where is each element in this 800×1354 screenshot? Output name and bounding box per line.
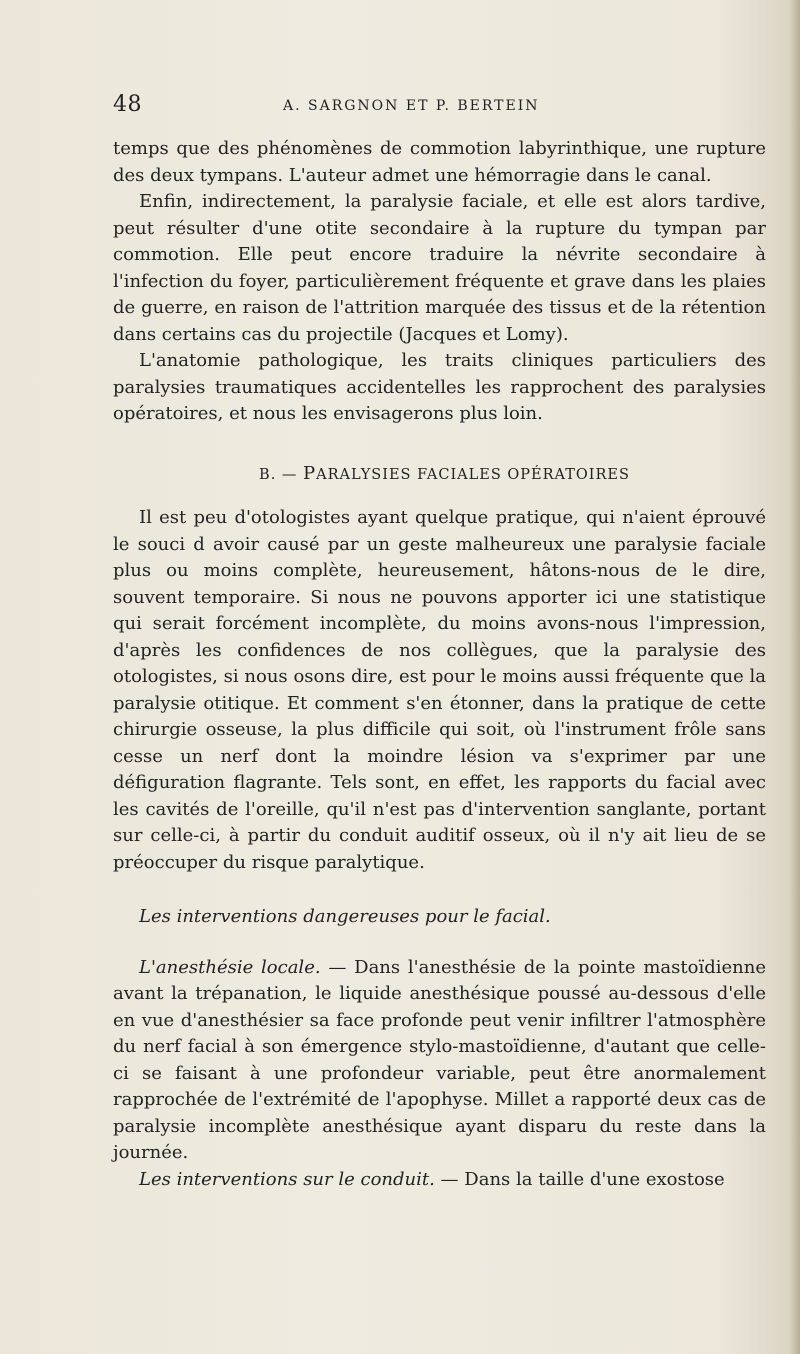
local-anesthesia-body: Dans l'anesthésie de la pointe mastoïdienne avant la trépanation, le liquide anesthésique poussé au-dessous d'elle en vue d'anesthésier sa face profonde peut venir infiltrer l'atmosphère du nerf facial à son émergence stylo-mastoïdienne, d'autant que celle-ci se faisant à une profondeur variable, peut être anormalement rapprochée de l'extrémité de l'apophyse. Millet a rapporté deux cas de paralysie incomplète anesthésique ayant disparu du reste dans la journée. — [113, 956, 766, 1163]
section-title: ARALYSIES FACIALES OPÉRATOIRES — [316, 466, 630, 483]
paragraph-anatomy: L'anatomie pathologique, les traits cliniques particuliers des paralysies traumatiques accidentelles les rapprochent des paralysies opératoires, et nous les envisagerons plus loin. — [113, 350, 766, 424]
paragraph-local-anesthesia: L'anesthésie locale. — Dans l'anesthésie de la pointe mastoïdienne avant la trépanation, le liquide anesthésique poussé au-dessous d'elle en vue d'anesthésier sa face profonde peut venir infiltrer l'atmosphère du nerf facial à son émergence stylo-mastoïdienne, d'autant que celle-ci se faisant à une profondeur variable, peut être anormalement rapprochée de l'extrémité de l'apophyse. Millet a rapporté deux cas de paralysie incomplète anesthésique ayant disparu du reste dans la journée. — [113, 956, 766, 1163]
page-number: 48 — [113, 92, 142, 117]
canal-interventions-body: Dans la taille d'une exostose — [464, 1168, 725, 1190]
section-prefix: B. — — [259, 466, 304, 483]
paragraph-canal-interventions: Les interventions sur le conduit. — Dans la taille d'une exostose — [139, 1168, 725, 1190]
running-head: A. SARGNON ET P. BERTEIN — [283, 98, 540, 114]
paragraph-indirect-paralysis: Enfin, indirectement, la paralysie faciale, et elle est alors tardive, peut résulter d'une otite secondaire à la rupture du tympan par commotion. Elle peut encore traduire la névrite secondaire à l'infection du foyer, particulièrement fréquente et grave dans les plaies de guerre, en raison de l'attrition marquée des tissus et de la rétention dans certains cas du projectile (Jacques et Lomy). — [113, 191, 766, 345]
body-text — [113, 136, 766, 1193]
section-heading — [113, 461, 766, 489]
page-header — [113, 92, 766, 122]
canal-interventions-title: Les interventions sur le conduit. — [139, 1168, 435, 1190]
page-edge — [790, 0, 800, 1354]
paragraph-operative-paralysis: Il est peu d'otologistes ayant quelque pratique, qui n'aient éprouvé le souci d avoir causé par un geste malheureux une paralysie faciale plus ou moins complète, heureusement, hâtons-nous de le dire, souvent temporaire. Si nous ne pouvons apporter ici une statistique qui serait forcément incomplète, du moins avons-nous l'impression, d'après les confidences de nos collègues, que la paralysie des otologistes, si nous osons dire, est pour le moins aussi fréquente que la paralysie otitique. Et comment s'en étonner, dans la pratique de cette chirurgie osseuse, la plus difficile qui soit, où l'instrument frôle sans cesse un nerf dont la moindre lésion va s'exprimer par une défiguration flagrante. Tels sont, en effet, les rapports du facial avec les cavités de l'oreille, qu'il n'est pas d'intervention sanglante, portant sur celle-ci, à partir du conduit auditif osseux, où il n'y ait lieu de se préoccuper du risque paralytique. — [113, 507, 766, 873]
paragraph-continued: temps que des phénomènes de commotion labyrinthique, une rupture des deux tympans. L'auteur admet une hémorragie dans le canal. — [113, 138, 766, 186]
local-anesthesia-title: L'anesthésie locale. — [139, 956, 321, 978]
section-initial: P — [303, 462, 317, 484]
subsection-title: Les interventions dangereuses pour le facial. — [139, 906, 551, 927]
